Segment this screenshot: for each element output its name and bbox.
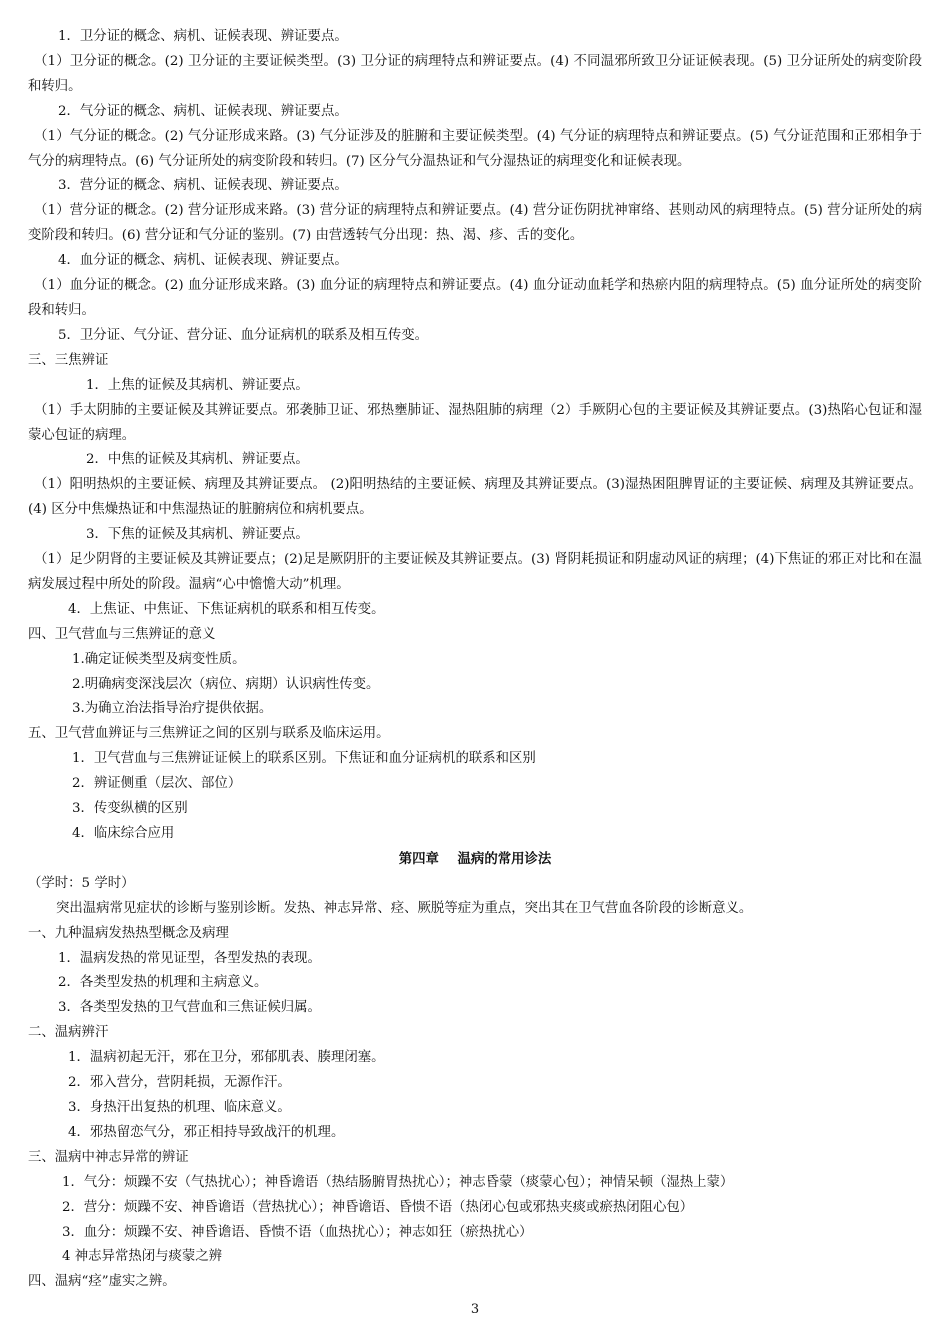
list-item: 2.明确病变深浅层次（病位、病期）认识病性传变。 — [72, 676, 380, 692]
list-item: 3．各类型发热的卫气营血和三焦证候归属。 — [58, 1000, 321, 1016]
section-item-zhongjiao: 2．中焦的证候及其病机、辨证要点。 — [86, 452, 309, 468]
paragraph-shangjiao: （1）手太阴肺的主要证候及其辨证要点。邪袭肺卫证、邪热壅肺证、湿热阻肺的病理（2）手厥阴心包的主要证候及其辨证要点。(3)热陷心包证和湿蒙心包证的病理。 — [28, 402, 922, 443]
section-heading-jing: 四、温病“痉”虚实之辨。 — [28, 1274, 176, 1290]
section-item-xiajiao: 3．下焦的证候及其病机、辨证要点。 — [86, 527, 309, 543]
list-item: 4．邪热留恋气分，邪正相持导致战汗的机理。 — [68, 1124, 345, 1140]
section-item-qifen: 2．气分证的概念、病机、证候表现、辨证要点。 — [58, 103, 348, 119]
list-item: 4．临床综合应用 — [72, 826, 175, 841]
paragraph-weifen: （1）卫分证的概念。(2) 卫分证的主要证候类型。(3) 卫分证的病理特点和辨证要点。(4) 不同温邪所致卫分证证候表现。(5) 卫分证所处的病变阶段和转归。 — [28, 53, 922, 94]
chapter-summary: 突出温病常见症状的诊断与鉴别诊断。发热、神志异常、痉、厥脱等症为重点，突出其在卫气营血各阶段的诊断意义。 — [56, 900, 753, 916]
section-item-xuefen: 4．血分证的概念、病机、证候表现、辨证要点。 — [58, 253, 348, 269]
paragraph-yingfen: （1）营分证的概念。(2) 营分证形成来路。(3) 营分证的病理特点和辨证要点。(4) 营分证伤阴扰神窜络、甚则动风的病理特点。(5) 营分证所处的病变阶段和转归。(6) 营分证和气分证的鉴别。(7) 由营透转气分出现：热、渴、疹、舌的变化。 — [28, 203, 922, 244]
section-item-chuanbian: 5．卫分证、气分证、营分证、血分证病机的联系及相互传变。 — [58, 327, 429, 343]
list-item: 2．邪入营分，营阴耗损，无源作汗。 — [68, 1075, 291, 1091]
list-item: 1.确定证候类型及病变性质。 — [72, 651, 246, 667]
chapter-title: 第四章 温病的常用诊法 — [398, 850, 552, 867]
list-item: 2．各类型发热的机理和主病意义。 — [58, 975, 268, 991]
paragraph-xuefen: （1）血分证的概念。(2) 血分证形成来路。(3) 血分证的病理特点和辨证要点。(4) 血分证动血耗学和热瘀内阻的病理特点。(5) 血分证所处的病变阶段和转归。 — [28, 278, 922, 318]
section-heading-bianhan: 二、温病辨汗 — [28, 1025, 109, 1041]
list-item: 4 神志异常热闭与痰蒙之辨 — [62, 1249, 223, 1265]
list-item: 3．身热汗出复热的机理、临床意义。 — [68, 1099, 291, 1115]
section-heading-qubie: 五、卫气营血辨证与三焦辨证之间的区别与联系及临床运用。 — [28, 726, 390, 742]
list-item: 3．血分：烦躁不安、神昏谵语、昏愦不语（血热扰心）；神志如狂（瘀热扰心） — [62, 1224, 533, 1240]
section-item-shangjiao: 1．上焦的证候及其病机、辨证要点。 — [86, 377, 309, 393]
paragraph-xiajiao: （1）足少阴肾的主要证候及其辨证要点；(2)足是厥阴肝的主要证候及其辨证要点。(3) 肾阴耗损证和阴虚动风证的病理；(4)下焦证的邪正对比和在温病发展过程中所处的阶段。温病“心中憺憺大动”机理。 — [28, 552, 922, 592]
list-item: 2．辨证侧重（层次、部位） — [72, 776, 242, 792]
list-item: 3.为确立治法指导治疗提供依据。 — [72, 701, 273, 717]
section-heading-yiyi: 四、卫气营血与三焦辨证的意义 — [28, 626, 216, 642]
paragraph-qifen: （1）气分证的概念。(2) 气分证形成来路。(3) 气分证涉及的脏腑和主要证候类型。(4) 气分证的病理特点和辨证要点。(5) 气分证范围和正邪相争于气分的病理特点。(6) 气分证所处的病变阶段和转归。(7) 区分气分温热证和气分湿热证的病理变化和证候表现。 — [28, 128, 922, 169]
class-hours: （学时：5 学时） — [28, 875, 135, 891]
section-heading-sanjiao: 三、三焦辨证 — [28, 352, 109, 368]
section-item-weifen: 1．卫分证的概念、病机、证候表现、辨证要点。 — [58, 29, 348, 44]
section-item-sanjiao-chuanbian: 4．上焦证、中焦证、下焦证病机的联系和相互传变。 — [68, 601, 385, 617]
list-item: 2．营分：烦躁不安、神昏谵语（营热扰心）；神昏谵语、昏愦不语（热闭心包或邪热夹痰或瘀热闭阻心包） — [62, 1199, 694, 1215]
list-item: 3．传变纵横的区别 — [72, 801, 188, 817]
page-number: 3 — [470, 1302, 480, 1317]
list-item: 1．温病发热的常见证型，各型发热的表现。 — [58, 950, 321, 966]
paragraph-zhongjiao: （1）阳明热炽的主要证候、病理及其辨证要点。 (2)阳明热结的主要证候、病理及其辨证要点。(3)湿热困阻脾胃证的主要证候、病理及其辨证要点。(4) 区分中焦燥热证和中焦湿热证的脏腑病位和病机要点。 — [28, 477, 922, 518]
section-heading-shenzhi: 三、温病中神志异常的辨证 — [28, 1149, 189, 1165]
section-item-yingfen: 3．营分证的概念、病机、证候表现、辨证要点。 — [58, 178, 348, 194]
list-item: 1．卫气营血与三焦辨证证候上的联系区别。下焦证和血分证病机的联系和区别 — [72, 751, 536, 767]
list-item: 1．温病初起无汗，邪在卫分，邪郁肌表、腠理闭塞。 — [68, 1050, 385, 1066]
section-heading-fare: 一、九种温病发热热型概念及病理 — [28, 925, 229, 941]
list-item: 1．气分：烦躁不安（气热扰心）；神昏谵语（热结肠腑胃热扰心）；神志昏蒙（痰蒙心包）；神情呆顿（湿热上蒙） — [62, 1174, 734, 1190]
